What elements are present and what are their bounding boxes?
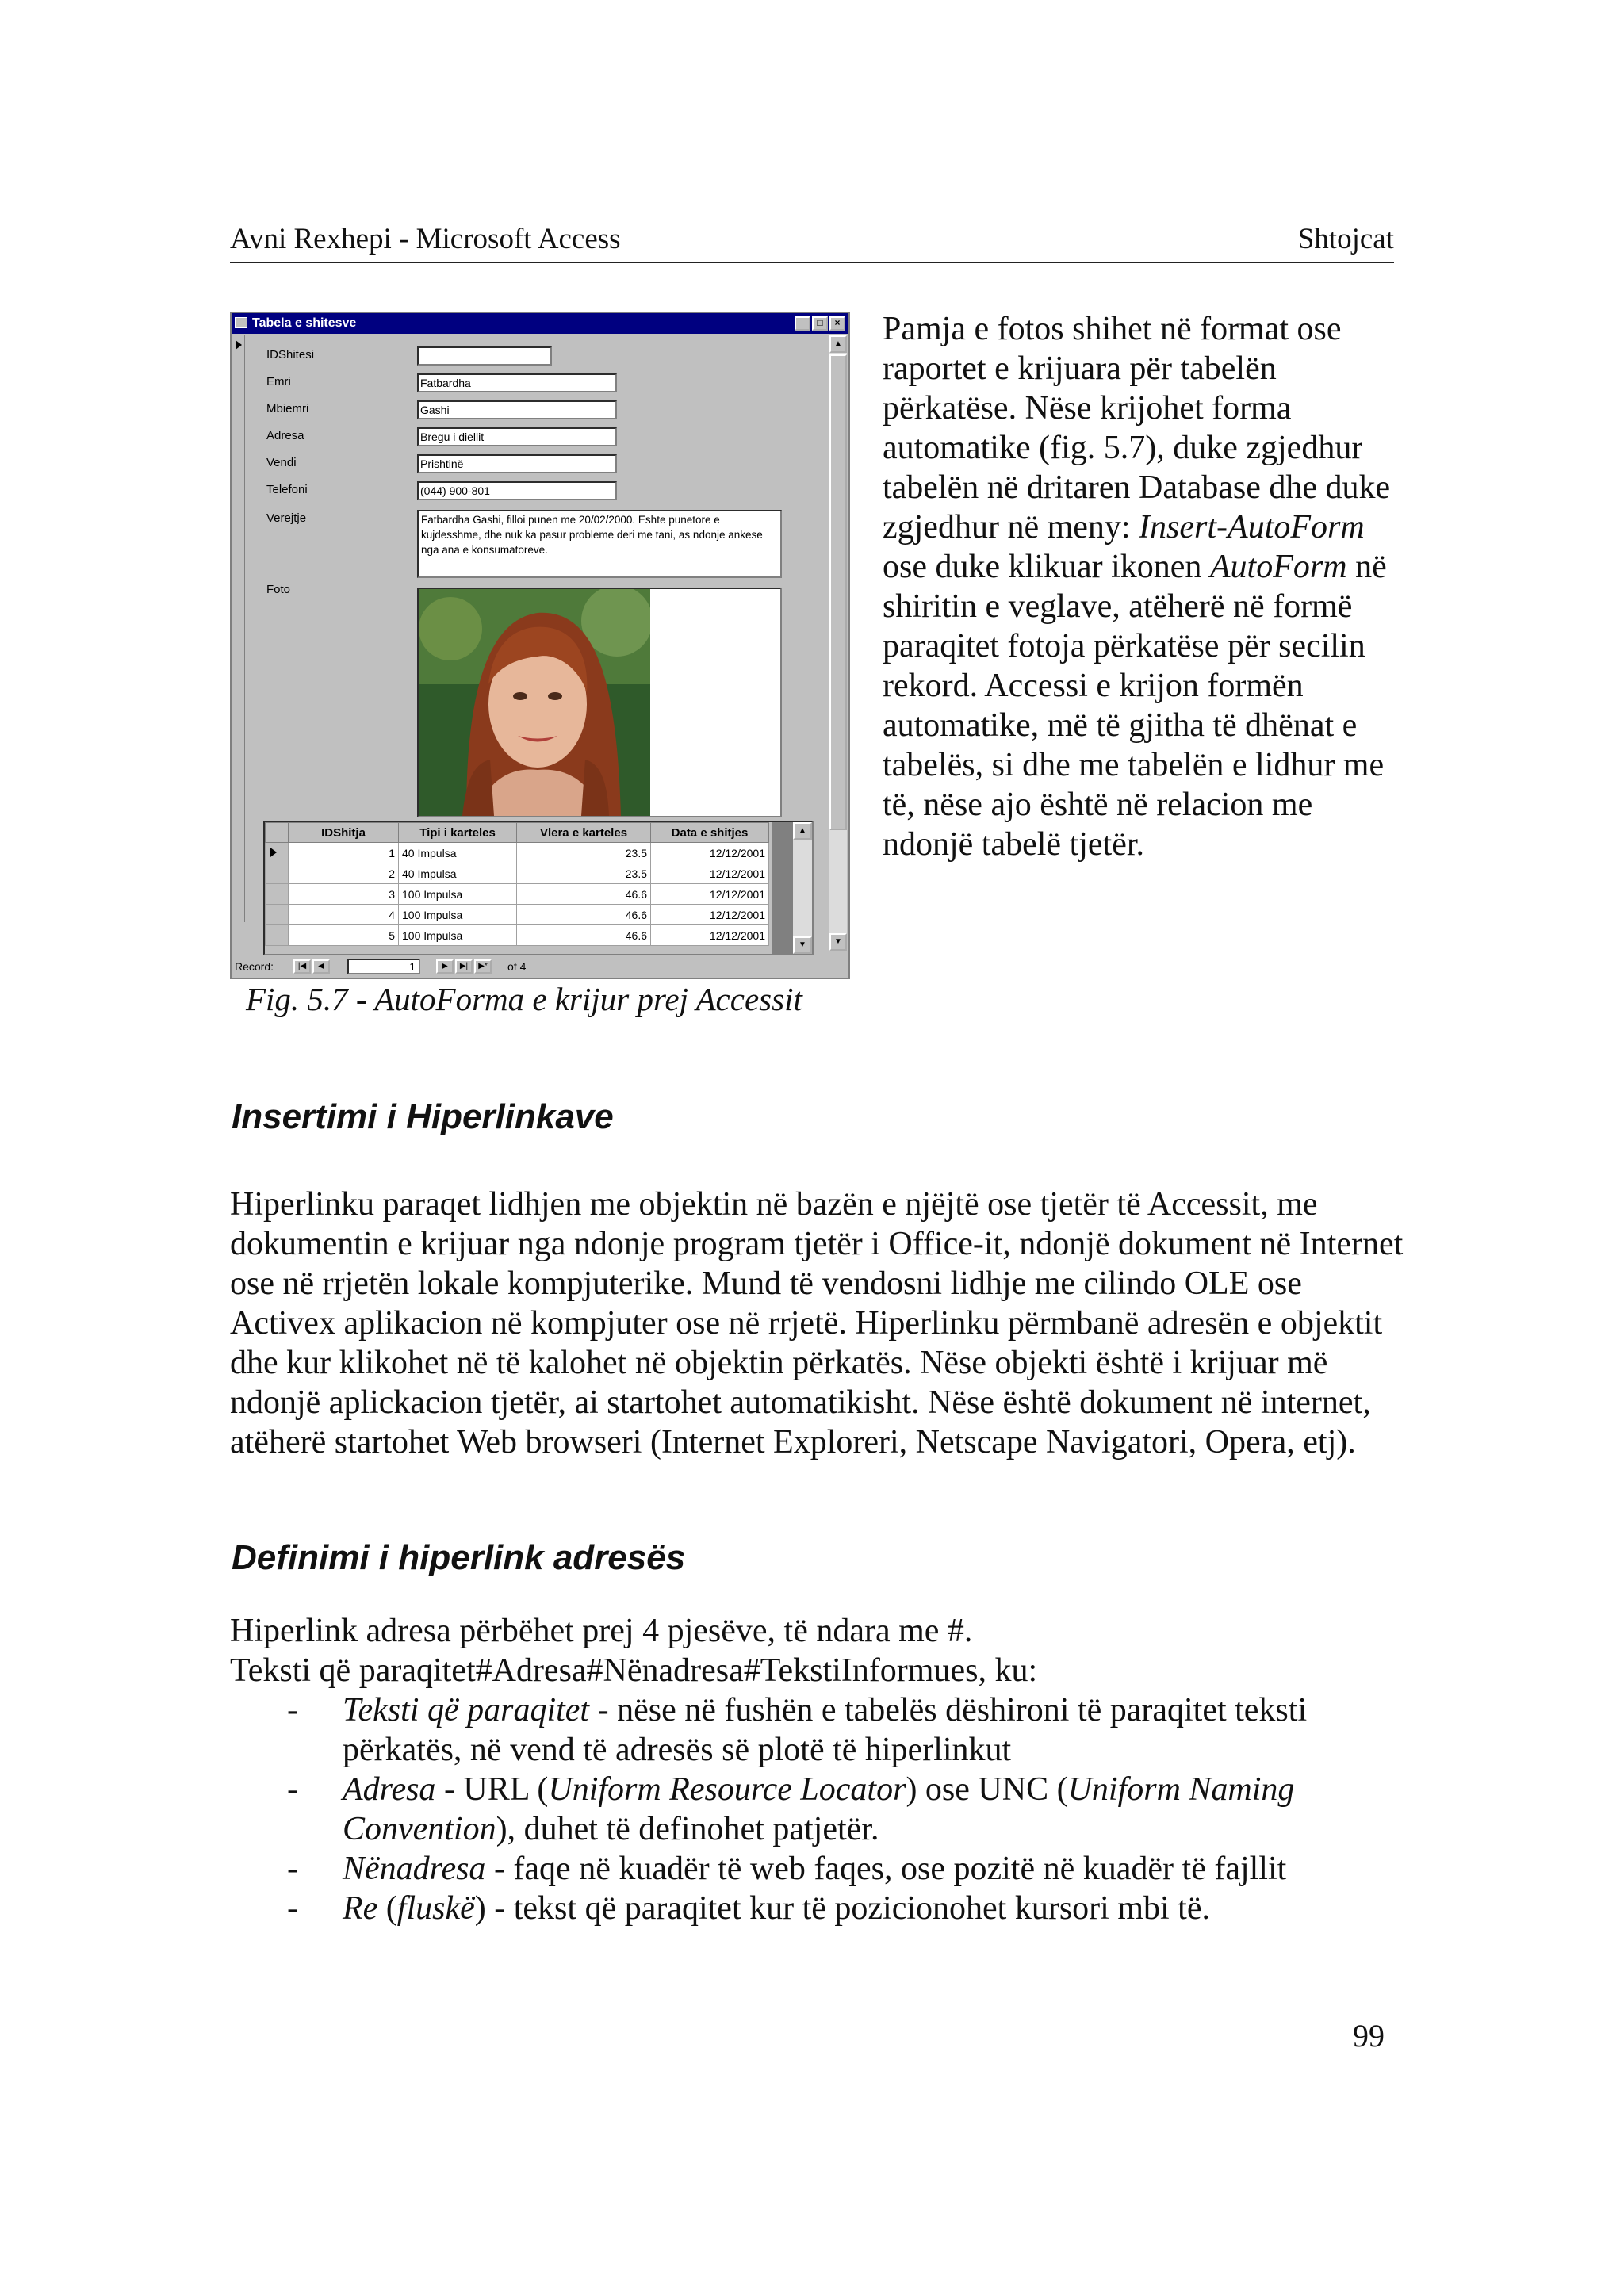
address-intro bbox=[230, 1611, 1404, 1690]
scroll-thumb[interactable] bbox=[829, 354, 847, 830]
current-row-icon bbox=[270, 848, 277, 857]
table-row[interactable] bbox=[266, 925, 769, 946]
portrait-photo bbox=[419, 589, 650, 816]
photo-frame[interactable] bbox=[417, 588, 782, 817]
field-vendi[interactable]: Prishtinë bbox=[417, 454, 617, 473]
autoform-window bbox=[230, 312, 850, 979]
list-term: Re bbox=[343, 1890, 378, 1927]
previous-record-icon[interactable]: ◀ bbox=[312, 959, 330, 974]
cell-tipi[interactable]: 40 Impulsa bbox=[399, 843, 517, 863]
list-italic: Uniform Resource Locator bbox=[548, 1771, 906, 1808]
form-vertical-scrollbar[interactable] bbox=[829, 335, 847, 951]
next-record-icon[interactable]: ▶ bbox=[436, 959, 454, 974]
table-row[interactable] bbox=[266, 843, 769, 863]
section-heading-hyperlinks: Insertimi i Hiperlinkave bbox=[232, 1097, 614, 1136]
field-label-adresa: Adresa bbox=[266, 429, 304, 442]
record-label: Record: bbox=[235, 960, 274, 973]
cell-data[interactable]: 12/12/2001 bbox=[651, 905, 769, 925]
cell-idshitja[interactable]: 5 bbox=[289, 925, 399, 946]
cell-vlera[interactable]: 46.6 bbox=[517, 905, 651, 925]
field-label-idshitesi: IDShitesi bbox=[266, 348, 315, 362]
maximize-icon[interactable]: □ bbox=[812, 316, 828, 331]
subform-scroll-up-icon[interactable]: ▲ bbox=[793, 822, 812, 840]
cell-data[interactable]: 12/12/2001 bbox=[651, 843, 769, 863]
window-title: Tabela e shitesve bbox=[252, 316, 357, 330]
col-header-vlera[interactable]: Vlera e karteles bbox=[517, 823, 651, 843]
menu-path: Insert-AutoForm bbox=[1139, 509, 1365, 545]
field-mbiemri[interactable]: Gashi bbox=[417, 400, 617, 419]
list-text: ), duhet të definohet patjetër. bbox=[496, 1811, 879, 1847]
row-selector[interactable] bbox=[266, 843, 289, 863]
list-item: - Teksti që paraqitet - nëse në fushën e tabelës dëshironi të paraqitet teksti përkatës, në vend të adresës së plotë të hiperlinkut bbox=[287, 1692, 1308, 1768]
window-titlebar bbox=[232, 313, 848, 334]
cell-tipi[interactable]: 100 Impulsa bbox=[399, 884, 517, 905]
field-telefoni[interactable]: (044) 900-801 bbox=[417, 481, 617, 500]
autoform-icon-name: AutoForm bbox=[1209, 549, 1347, 585]
side-text-part2: ose duke klikuar ikonen bbox=[883, 549, 1210, 585]
cell-vlera[interactable]: 23.5 bbox=[517, 863, 651, 884]
row-selector-header bbox=[266, 823, 289, 843]
field-label-foto: Foto bbox=[266, 583, 291, 596]
row-selector[interactable] bbox=[266, 884, 289, 905]
table-row[interactable] bbox=[266, 884, 769, 905]
subform-empty-area bbox=[772, 822, 793, 954]
field-emri[interactable]: Fatbardha bbox=[417, 373, 617, 392]
record-count: of 4 bbox=[508, 960, 527, 973]
list-italic: fluskë bbox=[396, 1890, 475, 1927]
address-parts-list bbox=[230, 1690, 1404, 1928]
col-header-idshitja[interactable]: IDShitja bbox=[289, 823, 399, 843]
new-record-icon[interactable]: ▶* bbox=[474, 959, 492, 974]
cell-data[interactable]: 12/12/2001 bbox=[651, 863, 769, 884]
list-item: - Nënadresa - faqe në kuadër të web faqes, ose pozitë në kuadër të fajllit bbox=[287, 1851, 1287, 1887]
cell-idshitja[interactable]: 3 bbox=[289, 884, 399, 905]
col-header-data[interactable]: Data e shitjes bbox=[651, 823, 769, 843]
cell-vlera[interactable]: 23.5 bbox=[517, 843, 651, 863]
running-header bbox=[230, 222, 1394, 263]
first-record-icon[interactable]: |◀ bbox=[293, 959, 311, 974]
row-selector[interactable] bbox=[266, 925, 289, 946]
list-term: Nënadresa bbox=[343, 1851, 486, 1887]
cell-tipi[interactable]: 100 Impulsa bbox=[399, 905, 517, 925]
list-text: ( bbox=[377, 1890, 397, 1927]
cell-tipi[interactable]: 40 Impulsa bbox=[399, 863, 517, 884]
row-selector[interactable] bbox=[266, 905, 289, 925]
field-idshitesi[interactable] bbox=[417, 346, 552, 366]
sales-subform bbox=[263, 821, 814, 955]
list-item: - Re (fluskë) - tekst që paraqitet kur të pozicionohet kursori mbi të. bbox=[287, 1890, 1210, 1927]
cell-tipi[interactable]: 100 Impulsa bbox=[399, 925, 517, 946]
cell-vlera[interactable]: 46.6 bbox=[517, 884, 651, 905]
table-header-row bbox=[266, 823, 769, 843]
cell-idshitja[interactable]: 2 bbox=[289, 863, 399, 884]
close-icon[interactable]: × bbox=[829, 316, 845, 331]
field-adresa[interactable]: Bregu i diellit bbox=[417, 427, 617, 446]
list-item: - Adresa - URL (Uniform Resource Locator) ose UNC (Uniform Naming Convention), duhet të definohet patjetër. bbox=[287, 1771, 1295, 1847]
form-icon bbox=[235, 317, 247, 328]
col-header-tipi[interactable]: Tipi i karteles bbox=[399, 823, 517, 843]
list-term: Teksti që paraqitet bbox=[343, 1692, 590, 1728]
cell-data[interactable]: 12/12/2001 bbox=[651, 884, 769, 905]
table-row[interactable] bbox=[266, 905, 769, 925]
record-number-input[interactable]: 1 bbox=[347, 959, 420, 974]
list-text: - faqe në kuadër të web faqes, ose pozitë në kuadër të fajllit bbox=[485, 1851, 1287, 1887]
scroll-up-icon[interactable]: ▲ bbox=[829, 335, 847, 353]
sales-table bbox=[265, 822, 769, 946]
subform-scrollbar[interactable] bbox=[793, 822, 812, 954]
section-heading-address: Definimi i hiperlink adresës bbox=[232, 1538, 686, 1577]
subform-scroll-down-icon[interactable]: ▼ bbox=[793, 936, 812, 954]
record-selector[interactable] bbox=[233, 335, 245, 922]
page-number: 99 bbox=[1353, 2018, 1385, 2054]
row-selector[interactable] bbox=[266, 863, 289, 884]
list-term: Adresa bbox=[343, 1771, 436, 1808]
cell-data[interactable]: 12/12/2001 bbox=[651, 925, 769, 946]
list-text: ) - tekst që paraqitet kur të pozicionohet kursori mbi të. bbox=[474, 1890, 1210, 1927]
scroll-down-icon[interactable]: ▼ bbox=[829, 933, 847, 951]
last-record-icon[interactable]: ▶| bbox=[455, 959, 473, 974]
cell-idshitja[interactable]: 4 bbox=[289, 905, 399, 925]
list-text: ) ose UNC ( bbox=[906, 1771, 1068, 1808]
list-text: - URL ( bbox=[435, 1771, 549, 1808]
list-text: - nëse në fushën e tabelës dëshironi të paraqitet teksti përkatës, në vend të adresës së plotë të hiperlinkut bbox=[343, 1692, 1308, 1768]
field-label-vendi: Vendi bbox=[266, 456, 297, 469]
side-text-part1: Pamja e fotos shihet në format ose raportet e krijuara për tabelën përkatëse. Nëse krijohet forma automatike (fig. 5.7), duke zgjedhur tabelën në dritaren Database dhe duke zgjedhur në meny: bbox=[883, 311, 1391, 545]
cell-vlera[interactable]: 46.6 bbox=[517, 925, 651, 946]
record-navigation-bar bbox=[233, 957, 828, 976]
field-verejtje[interactable]: Fatbardha Gashi, filloi punen me 20/02/2000. Eshte punetore e kujdesshme, dhe nuk ka pasur probleme deri me tani, as ndonje ankese nga ana e konsumatoreve. bbox=[417, 510, 782, 578]
field-label-emri: Emri bbox=[266, 375, 291, 389]
cell-idshitja[interactable]: 1 bbox=[289, 843, 399, 863]
field-label-verejtje: Verejtje bbox=[266, 511, 307, 525]
table-row[interactable] bbox=[266, 863, 769, 884]
section-paragraph-hyperlinks: Hiperlinku paraqet lidhjen me objektin në bazën e njëjtë ose tjetër të Accessit, me dokumentin e krijuar nga ndonje program tjetër i Office-it, ndonjë dokument në Internet ose në rrjetën lokale kompjuterike. Mund të vendosni lidhje me cilindo OLE ose Activex aplikacion në kompjuter ose në rrjetë. Hiperlinku përmbanë adresën e objektit dhe kur klikohet në të kalohet në objektin përkatës. Nëse objekti është i krijuar më ndonjë aplickacion tjetër, ai startohet automatikisht. Nëse është dokument në internet, atëherë startohet Web browseri (Internet Exploreri, Netscape Navigatori, Opera, etj). bbox=[230, 1186, 1404, 1460]
figure-description bbox=[883, 309, 1406, 864]
header-title: Avni Rexhepi - Microsoft Access bbox=[230, 223, 621, 255]
current-record-icon bbox=[236, 340, 242, 350]
figure-caption: Fig. 5.7 - AutoForma e krijur prej Accessit bbox=[246, 981, 802, 1017]
address-format-line: Teksti që paraqitet#Adresa#Nënadresa#TekstiInformues, ku: bbox=[230, 1652, 1038, 1689]
address-intro-line1: Hiperlink adresa përbëhet prej 4 pjesëve, të ndara me #. bbox=[230, 1613, 973, 1649]
minimize-icon[interactable]: _ bbox=[795, 316, 810, 331]
side-text-part3: në shiritin e veglave, atëherë në formë paraqitet fotoja përkatëse për secilin rekord. Accessi e krijon formën automatike, më të gjitha të dhënat e tabelës, si dhe me tabelën e lidhur me të, nëse ajo është në relacion me ndonjë tabelë tjetër. bbox=[883, 549, 1387, 863]
field-label-mbiemri: Mbiemri bbox=[266, 402, 309, 415]
list-italic: Uniform Naming Convention bbox=[343, 1771, 1295, 1847]
field-label-telefoni: Telefoni bbox=[266, 483, 308, 496]
header-section: Shtojcat bbox=[1297, 223, 1394, 255]
